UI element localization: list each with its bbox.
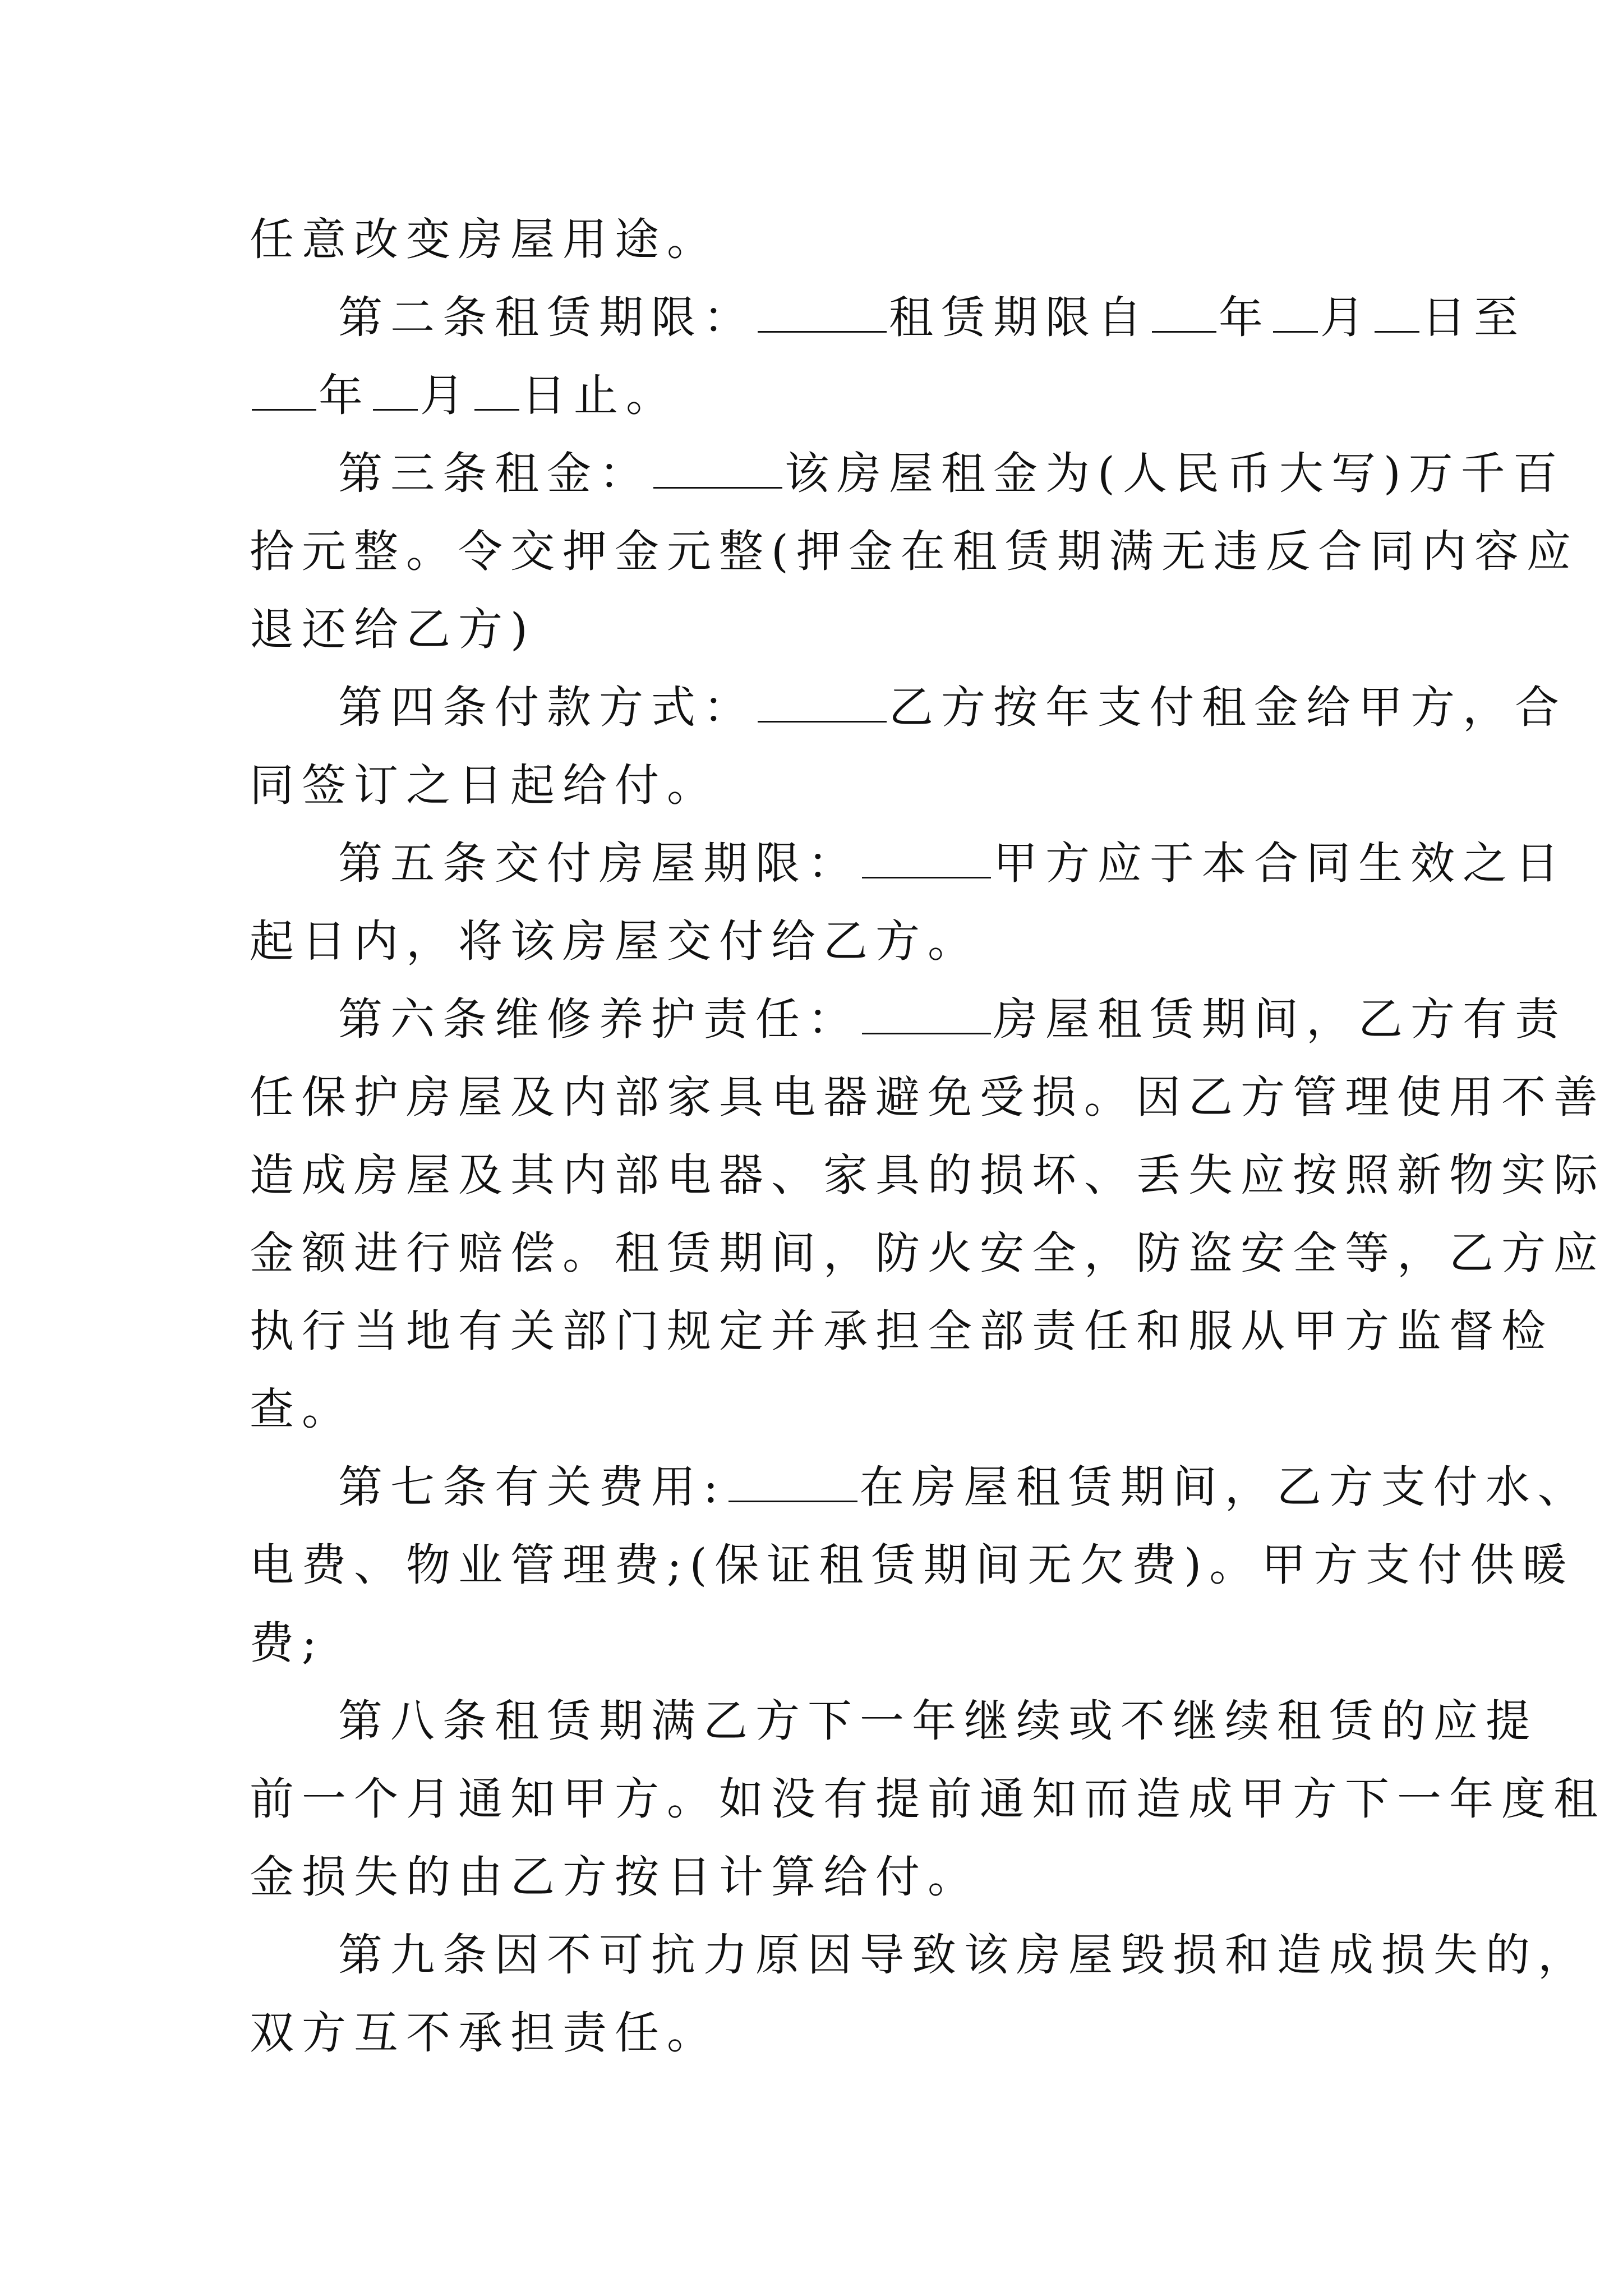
text-line: [250, 435, 1565, 513]
article-6-maintenance: [250, 981, 1606, 1448]
text-line: [250, 825, 1567, 903]
text-line: 退还给乙方): [250, 604, 536, 655]
article-7-fees: [250, 1448, 1590, 1682]
text-line: 双方互不承担责任。: [250, 2007, 719, 2059]
text-fragment: 日至: [1422, 292, 1526, 343]
text-line: 第九条因不可抗力原因导致该房屋毁损和造成损失的，: [338, 1929, 1590, 1981]
text-fragment: 该房屋租金为(人民币大写)万千百: [785, 448, 1565, 499]
article-5-delivery: [250, 825, 1567, 981]
blank-field: [1273, 292, 1318, 333]
blank-field: [653, 448, 782, 489]
text-line: 拾元整。令交押金元整(押金在租赁期满无违反合同内容应: [250, 526, 1579, 577]
text-line: 金损失的由乙方按日计算给付。: [250, 1851, 980, 1903]
text-fragment: 乙方按年支付租金给甲方，合: [889, 682, 1567, 733]
article-heading: 第二条租赁期限：: [338, 292, 755, 343]
article-heading: 第六条维修养护责任：: [338, 993, 860, 1045]
paragraph-continuation: [250, 201, 1377, 279]
document-body: [250, 201, 1606, 2072]
text-fragment: 月: [1320, 292, 1372, 343]
text-line: 前一个月通知甲方。如没有提前通知而造成甲方下一年度租: [250, 1773, 1606, 1825]
blank-field: [1375, 292, 1419, 333]
text-fragment: 日止。: [522, 370, 678, 421]
text-line: 电费、物业管理费;(保证租赁期间无欠费)。甲方支付供暖: [250, 1539, 1575, 1591]
text-line: 起日内，将该房屋交付给乙方。: [250, 915, 980, 967]
text-line: 同签订之日起给付。: [250, 760, 719, 811]
text-line: [250, 669, 1567, 747]
text-line: 查。: [250, 1383, 354, 1435]
text-fragment: 甲方应于本合同生效之日: [993, 838, 1567, 889]
blank-field: [862, 993, 991, 1034]
text-fragment: 租赁期限自: [889, 292, 1150, 343]
article-heading: 第三条租金：: [338, 448, 651, 499]
blank-field: [862, 838, 991, 878]
text-line: [250, 981, 1567, 1059]
text-line: 金额进行赔偿。租赁期间，防火安全，防盗安全等，乙方应: [250, 1227, 1606, 1279]
text-fragment: 在房屋租赁期间，乙方支付水、: [859, 1461, 1590, 1513]
text-line: [250, 279, 1526, 357]
text-fragment: 年: [319, 370, 371, 421]
article-8-renewal: [250, 1682, 1606, 1916]
text-fragment: 年: [1219, 292, 1271, 343]
text-line: 第八条租赁期满乙方下一年继续或不继续租赁的应提: [338, 1695, 1538, 1747]
text-line: [250, 357, 1377, 435]
blank-field: [1152, 292, 1216, 333]
article-3-rent: [250, 435, 1579, 669]
article-heading: 第五条交付房屋期限：: [338, 838, 860, 889]
article-4-payment: [250, 669, 1567, 825]
article-2-lease-term: [250, 279, 1526, 435]
text-line: 任保护房屋及内部家具电器避免受损。因乙方管理使用不善: [250, 1071, 1606, 1123]
article-heading: 第四条付款方式：: [338, 682, 755, 733]
text-fragment: 房屋租赁期间，乙方有责: [993, 993, 1567, 1045]
article-heading: 第七条有关费用:: [338, 1461, 726, 1513]
blank-field: [252, 370, 316, 411]
article-9-force-majeure: [250, 1916, 1590, 2072]
text-fragment: 月: [420, 370, 472, 421]
text-line: [250, 1448, 1590, 1526]
text-line: 任意改变房屋用途。: [250, 214, 719, 265]
text-line: 造成房屋及其内部电器、家具的损坏、丢失应按照新物实际: [250, 1149, 1606, 1201]
blank-field: [758, 292, 887, 333]
blank-field: [758, 682, 887, 723]
text-line: 费;: [250, 1617, 325, 1669]
blank-field: [373, 370, 418, 411]
text-line: 执行当地有关部门规定并承担全部责任和服从甲方监督检: [250, 1305, 1553, 1357]
blank-field: [728, 1461, 857, 1502]
blank-field: [474, 370, 519, 411]
